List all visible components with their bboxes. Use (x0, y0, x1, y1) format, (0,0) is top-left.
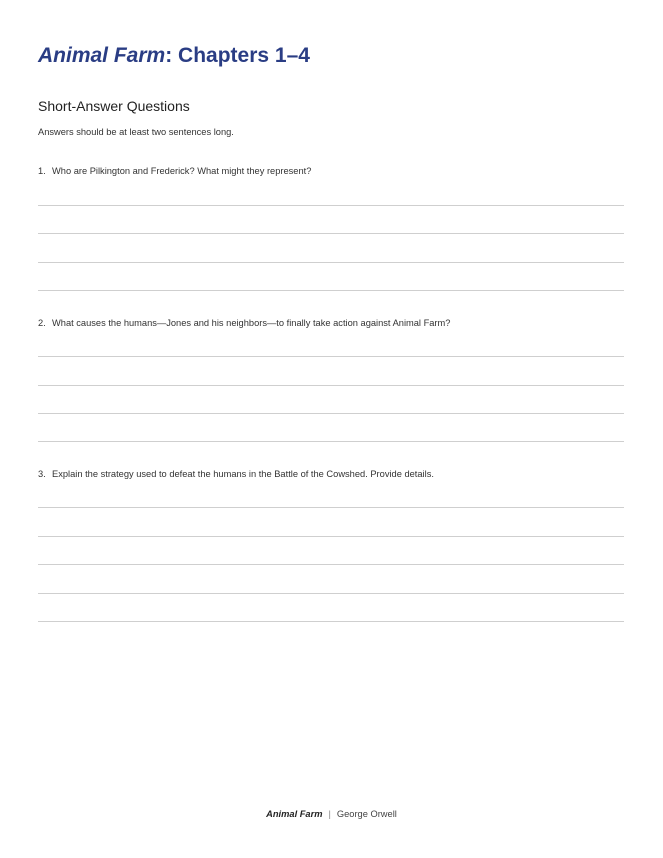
answer-line[interactable] (38, 536, 624, 537)
section-heading: Short-Answer Questions (38, 98, 190, 114)
instructions-text: Answers should be at least two sentences long. (38, 127, 234, 137)
question-text: Who are Pilkington and Frederick? What might they represent? (52, 166, 312, 176)
question-text: Explain the strategy used to defeat the humans in the Battle of the Cowshed. Provide details. (52, 469, 434, 479)
page-title-chapters: : Chapters 1–4 (165, 44, 310, 67)
answer-line[interactable] (38, 356, 624, 357)
answer-line[interactable] (38, 593, 624, 594)
answer-line[interactable] (38, 205, 624, 206)
footer-book-title: Animal Farm (266, 809, 323, 819)
answer-line[interactable] (38, 290, 624, 291)
question-1 (38, 166, 311, 176)
question-number: 1. (38, 166, 46, 176)
answer-line[interactable] (38, 233, 624, 234)
question-number: 3. (38, 469, 46, 479)
question-3 (38, 469, 434, 479)
footer-separator: | (328, 809, 331, 819)
answer-line[interactable] (38, 413, 624, 414)
page-title (38, 44, 310, 68)
page-title-book: Animal Farm (38, 44, 166, 67)
answer-line[interactable] (38, 564, 624, 565)
answer-line[interactable] (38, 385, 624, 386)
question-2 (38, 318, 450, 328)
answer-line[interactable] (38, 262, 624, 263)
answer-line[interactable] (38, 621, 624, 622)
answer-line[interactable] (38, 507, 624, 508)
question-text: What causes the humans—Jones and his neighbors—to finally take action against Animal Farm? (52, 318, 451, 328)
answer-line[interactable] (38, 441, 624, 442)
question-number: 2. (38, 318, 46, 328)
page-footer (0, 809, 663, 819)
footer-author: George Orwell (336, 809, 397, 819)
